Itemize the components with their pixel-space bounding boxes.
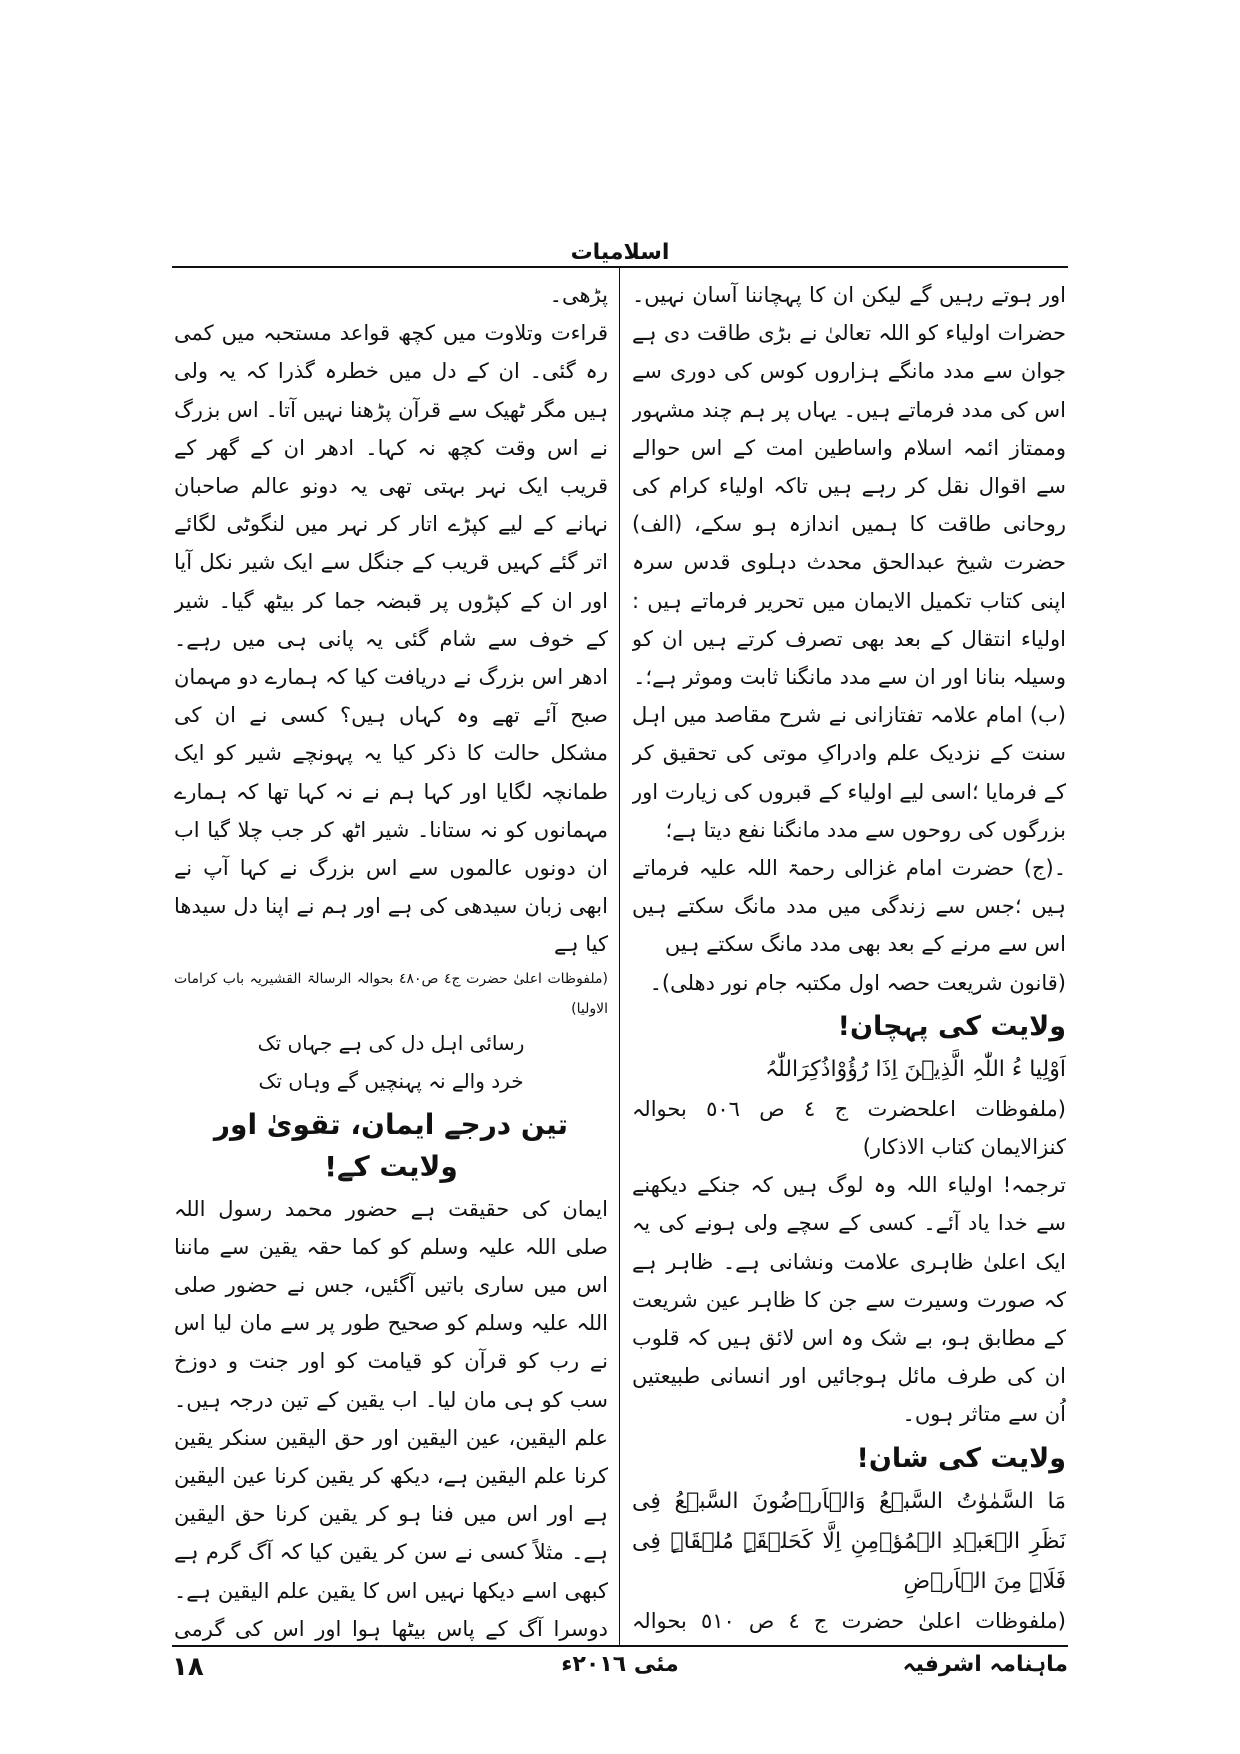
- left-column: [174, 276, 608, 1642]
- poetry-line: رسائی اہل دل کی ہے جہاں تک: [257, 1030, 525, 1055]
- page-header-title: اسلامیات: [570, 240, 670, 265]
- right-column: [632, 276, 1066, 1642]
- paragraph: (ب) امام علامہ تفتازانی نے شرح مقاصد میں اہل سنت کے نزدیک علم وادراکِ موتی کی تحقیق کر کے فرمایا ؛اسی لیے اولیاء کے قبروں کی زیارت اور بزرگوں کی روحوں سے مدد مانگنا نفع دیتا ہے؛: [632, 703, 1066, 842]
- footer-page-number: ١٨: [172, 1652, 204, 1682]
- footer-rule: [172, 1645, 1068, 1647]
- poetry-line: خرد والے نہ پہنچیں گے وہاں تک: [258, 1068, 524, 1093]
- paragraph: ترجمہ! اولیاء اللہ وہ لوگ ہیں کہ جنکے دیکھنے سے خدا یاد آئے۔ کسی کے سچے ولی ہونے کی یہ ایک اعلیٰ ظاہری علامت ونشانی ہے۔ ظاہر ہے کہ صورت وسیرت سے جن کا ظاہر عین شریعت کے مطابق ہو، بے شک وہ اس لائق ہیں کہ قلوب ان کی طرف مائل ہوجائیں اور انسانی طبیعتیں اُن سے متاثر ہوں۔: [632, 1173, 1066, 1427]
- paragraph: پڑھی۔: [549, 283, 608, 307]
- section-heading: ولایت کی شان!: [856, 1442, 1066, 1474]
- footer-magazine-name: ماہنامہ اشرفیہ: [902, 1652, 1068, 1677]
- section-heading: تین درجے ایمان، تقویٰ اور ولایت کے!: [213, 1107, 569, 1183]
- footer-date: مئی ٢٠١٦ء: [561, 1652, 679, 1677]
- section-heading: ولایت کی پہچان!: [837, 1010, 1066, 1042]
- paragraph: (ملفوظات اعلیٰ حضرت ج ٤ ص ٥١٠ بحوالہ: [632, 1608, 1066, 1633]
- citation: (ملفوظات اعلیٰ حضرت ج٤ ص٤٨٠ بحوالہ الرسالۃ القشیریہ باب کرامات الاولیا): [174, 970, 608, 1017]
- arabic-text: اَوْلِیا ءُ اللّٰہِ الَّذِیۡنَ اِذَا رُؤُوْاذُکِرَاللّٰہُ: [765, 1056, 1066, 1082]
- column-divider: [619, 268, 620, 1646]
- paragraph: اور ہوتے رہیں گے لیکن ان کا پہچاننا آسان نہیں۔ حضرات اولیاء کو اللہ تعالیٰ نے بڑی طاقت دی ہے جوان سے مدد مانگے ہزاروں کوس کی دوری سے اس کی مدد فرماتے ہیں۔ یہاں پر ہم چند مشہور وممتاز ائمہ اسلام واساطین امت کے اس حوالے سے اقوال نقل کر رہے ہیں تاکہ اولیاء کرام کی روحانی طاقت کا ہمیں اندازہ ہو سکے، (الف) حضرت شیخ عبدالحق محدث دہلوی قدس سرہ اپنی کتاب تکمیل الایمان میں تحریر فرماتے ہیں : اولیاء انتقال کے بعد بھی تصرف کرتے ہیں ان کو وسیلہ بنانا اور ان سے مدد مانگنا ثابت وموثر ہے؛۔: [632, 283, 1066, 690]
- paragraph: ایمان کی حقیقت ہے حضور محمد رسول اللہ صلی اللہ علیہ وسلم کو کما حقہ یقین سے ماننا اس میں ساری باتیں آگئیں، جس نے حضور صلی اللہ علیہ وسلم کو صحیح طور پر سے مان لیا اس نے رب کو قرآن کو قیامت کو اور جنت و دوزخ سب کو ہی مان لیا۔ اب یقین کے تین درجہ ہیں۔ علم الیقین، عین الیقین اور حق الیقین سنکر یقین کرنا علم الیقین ہے، دیکھ کر یقین کرنا عین الیقین ہے اور اس میں فنا ہو کر یقین کرنا حق الیقین ہے۔ مثلاً کسی نے سن کر یقین کیا کہ آگ گرم ہے کبھی اسے دیکھا نہیں اس کا یقین علم الیقین ہے۔ دوسرا آگ کے پاس بیٹھا ہوا اور اس کی گرمی: [174, 1196, 608, 1641]
- paragraph: ۔(ج) حضرت امام غزالی رحمۃ اللہ علیہ فرماتے ہیں ؛جس سے زندگی میں مدد مانگ سکتے ہیں اس سے مرنے کے بعد بھی مدد مانگ سکتے ہیں: [632, 856, 1066, 957]
- paragraph: (قانون شریعت حصہ اول مکتبہ جام نور دھلی)۔: [649, 970, 1066, 995]
- paragraph: قراءت وتلاوت میں کچھ قواعد مستحبہ میں کمی رہ گئی۔ ان کے دل میں خطرہ گذرا کہ یہ ولی ہیں مگر ٹھیک سے قرآن پڑھنا نہیں آتا۔ اس بزرگ نے اس وقت کچھ نہ کہا۔ ادھر ان کے گھر کے قریب ایک نہر بہتی تھی یہ دونو عالم صاحبان نہانے کے لیے کپڑے اتار کر نہر میں لنگوٹی لگائے اتر گئے کہیں قریب کے جنگل سے ایک شیر نکل آیا اور ان کے کپڑوں پر قبضہ جما کر بیٹھ گیا۔ شیر کے خوف سے شام گئی یہ پانی ہی میں رہے۔ ادھر اس بزرگ نے دریافت کیا کہ ہمارے دو مہمان صبح آئے تھے وہ کہاں ہیں؟ کسی نے ان کی مشکل حالت کا ذکر کیا یہ پہونچے شیر کو ایک طمانچہ لگایا اور کہا ہم نے نہ کہا تھا کہ ہمارے مہمانوں کو نہ ستانا۔ شیر اٹھ کر جب چلا گیا اب ان دونوں عالموں سے اس بزرگ نے کہا آپ نے ابھی زبان سیدھی کی ہے اور ہم نے اپنا دل سیدھا کیا ہے: [174, 321, 608, 957]
- paragraph: (ملفوظات اعلحضرت ج ٤ ص ٥٠٦ بحوالہ کنزالایمان کتاب الاذکار): [632, 1096, 1066, 1160]
- arabic-text: مَا السَّمٰوٰتُ السَّبۡعُ وَالۡاَرۡضُونَ السَّبۡعُ فِی نَظَرِ الۡعَبۡدِ الۡمُؤۡمِنِ اِلَّا کَحَلۡقَۃٍ مُلۡقَاۃٍ فِی فَلَاۃٍ مِنَ الۡاَرۡضِ: [632, 1488, 1066, 1594]
- header-rule: [172, 266, 1068, 268]
